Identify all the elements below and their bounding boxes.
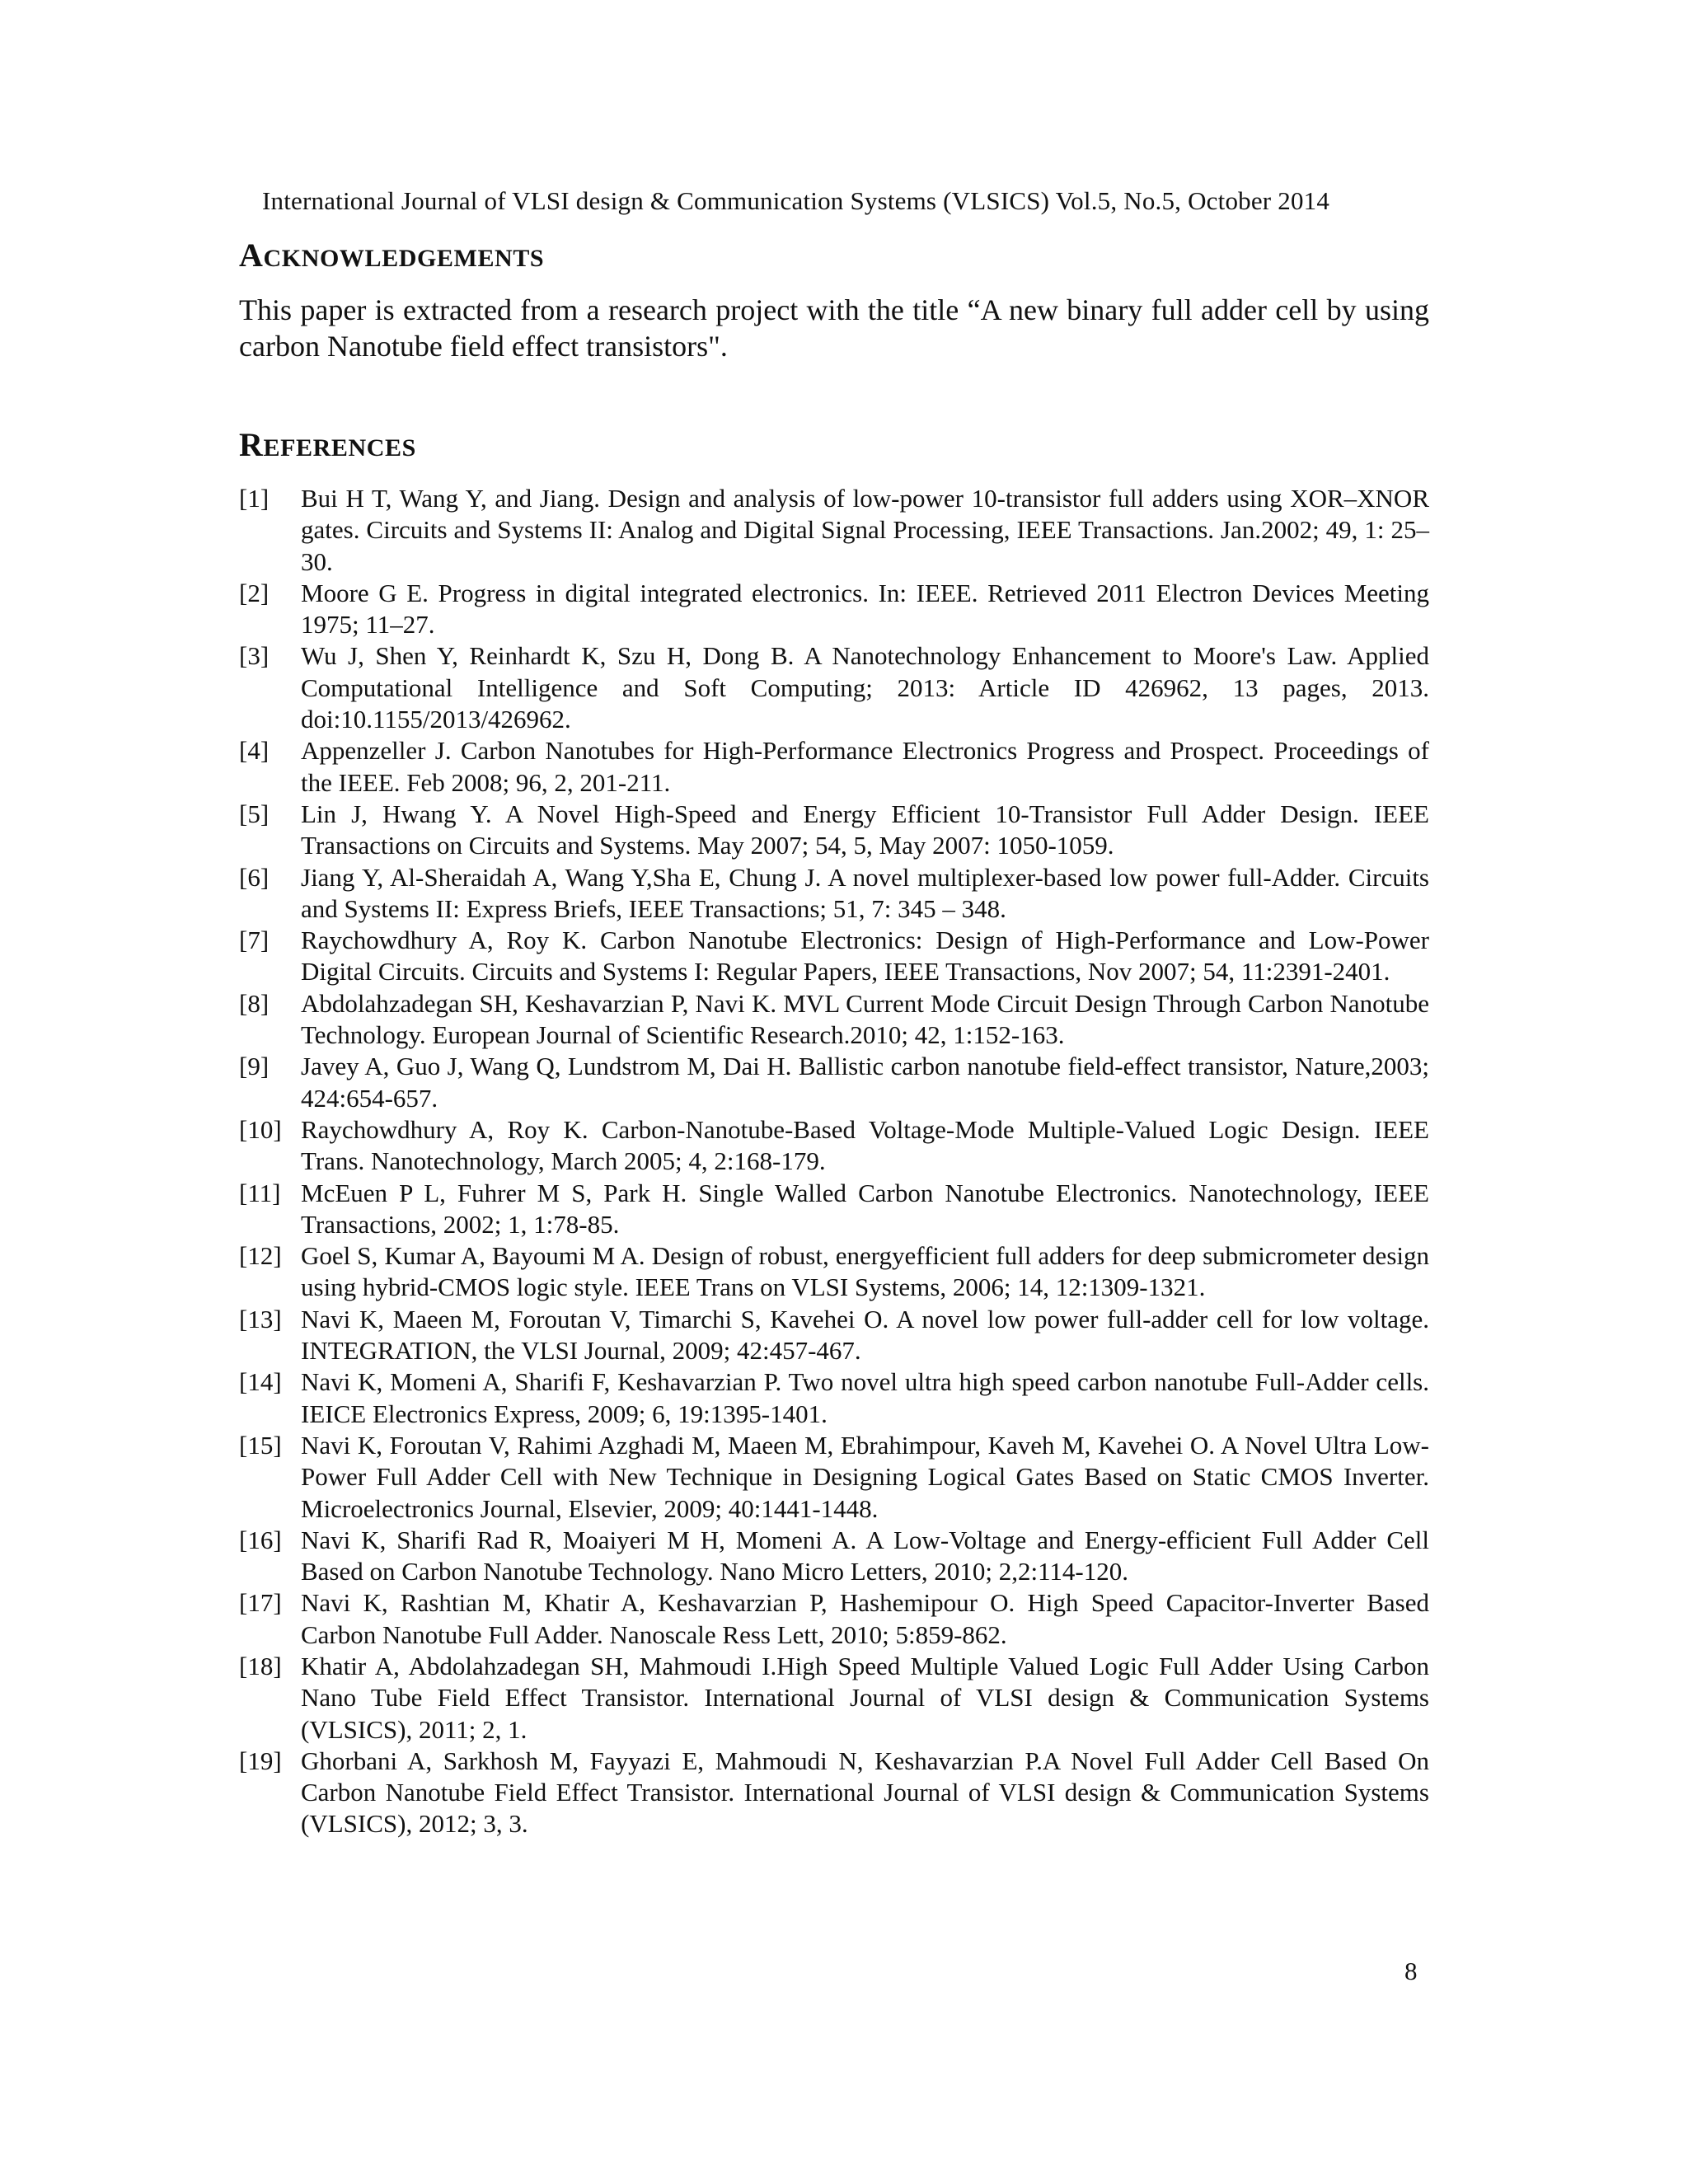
reference-item	[239, 1525, 1429, 1588]
reference-number: [19]	[239, 1746, 282, 1775]
reference-text: Javey A, Guo J, Wang Q, Lundstrom M, Dai H. Ballistic carbon nanotube field-effect transistor, Nature,2003; 424:654-657.	[301, 1052, 1429, 1113]
reference-text: Navi K, Maeen M, Foroutan V, Timarchi S, Kavehei O. A novel low power full-adder cell for low voltage. INTEGRATION, the VLSI Journal, 2009; 42:457-467.	[301, 1304, 1429, 1366]
running-header: International Journal of VLSI design & Communication Systems (VLSICS) Vol.5, No.5, October 2014	[262, 186, 1330, 215]
reference-text: Wu J, Shen Y, Reinhardt K, Szu H, Dong B. A Nanotechnology Enhancement to Moore's Law. Applied Computational Intelligence and Soft Computing; 2013: Article ID 426962, 13 pages, 2013. doi:10.1155/2013/426962.	[301, 641, 1429, 734]
reference-item	[239, 1304, 1429, 1367]
reference-text: Navi K, Sharifi Rad R, Moaiyeri M H, Momeni A. A Low-Voltage and Energy-efficient Full Adder Cell Based on Carbon Nanotube Technology. Nano Micro Letters, 2010; 2,2:114-120.	[301, 1525, 1429, 1586]
reference-text: Raychowdhury A, Roy K. Carbon-Nanotube-Based Voltage-Mode Multiple-Valued Logic Design. IEEE Trans. Nanotechnology, March 2005; 4, 2:168-179.	[301, 1114, 1429, 1176]
page-content	[239, 239, 1429, 1840]
reference-item	[239, 1114, 1429, 1178]
reference-text: Navi K, Rashtian M, Khatir A, Keshavarzian P, Hashemipour O. High Speed Capacitor-Inverter Based Carbon Nanotube Full Adder. Nanoscale Ress Lett, 2010; 5:859-862.	[301, 1588, 1429, 1649]
reference-number: [7]	[239, 926, 270, 955]
reference-text: Appenzeller J. Carbon Nanotubes for High-Performance Electronics Progress and Prospect. Proceedings of the IEEE. Feb 2008; 96, 2, 201-211.	[301, 736, 1429, 797]
reference-item	[239, 862, 1429, 926]
reference-item	[239, 640, 1429, 735]
reference-text: Bui H T, Wang Y, and Jiang. Design and analysis of low-power 10-transistor full adders using XOR–XNOR gates. Circuits and Systems II: Analog and Digital Signal Processing, IEEE Transactions. Jan.2002; 49, 1: 25–30.	[301, 484, 1429, 576]
acknowledgements-heading	[239, 239, 1429, 275]
reference-number: [6]	[239, 862, 270, 892]
reference-text: Navi K, Momeni A, Sharifi F, Keshavarzian P. Two novel ultra high speed carbon nanotube Full-Adder cells. IEICE Electronics Express, 2009; 6, 19:1395-1401.	[301, 1367, 1429, 1428]
reference-number: [2]	[239, 578, 270, 607]
reference-number: [14]	[239, 1367, 282, 1397]
references-list	[239, 483, 1429, 1840]
acknowledgements-heading-rest: CKNOWLEDGEMENTS	[263, 245, 545, 272]
reference-item	[239, 1240, 1429, 1304]
reference-number: [18]	[239, 1651, 282, 1680]
reference-number: [9]	[239, 1052, 270, 1081]
reference-item	[239, 1178, 1429, 1241]
reference-text: Goel S, Kumar A, Bayoumi M A. Design of robust, energyefficient full adders for deep submicrometer design using hybrid-CMOS logic style. IEEE Trans on VLSI Systems, 2006; 14, 12:1309-1321.	[301, 1241, 1429, 1302]
reference-number: [16]	[239, 1525, 282, 1554]
reference-item	[239, 1746, 1429, 1840]
reference-number: [13]	[239, 1304, 282, 1333]
reference-number: [1]	[239, 484, 270, 513]
reference-number: [8]	[239, 988, 270, 1018]
acknowledgements-text: This paper is extracted from a research project with the title “A new binary full adder cell by using carbon Nanotube field effect transistors".	[239, 293, 1429, 363]
reference-text: Raychowdhury A, Roy K. Carbon Nanotube Electronics: Design of High-Performance and Low-Power Digital Circuits. Circuits and Systems I: Regular Papers, IEEE Transactions, Nov 2007; 54, 11:2391-2401.	[301, 926, 1429, 987]
reference-item	[239, 925, 1429, 988]
reference-text: Khatir A, Abdolahzadegan SH, Mahmoudi I.High Speed Multiple Valued Logic Full Adder Using Carbon Nano Tube Field Effect Transistor. International Journal of VLSI design & Communication Systems (VLSICS), 2011; 2, 1.	[301, 1651, 1429, 1744]
reference-item	[239, 799, 1429, 862]
reference-item	[239, 1430, 1429, 1525]
reference-number: [5]	[239, 799, 270, 828]
reference-item	[239, 1651, 1429, 1746]
reference-number: [12]	[239, 1241, 282, 1271]
reference-number: [4]	[239, 736, 270, 766]
reference-number: [17]	[239, 1588, 282, 1618]
references-heading	[239, 426, 1429, 465]
reference-text: Navi K, Foroutan V, Rahimi Azghadi M, Maeen M, Ebrahimpour, Kaveh M, Kavehei O. A Novel Ultra Low-Power Full Adder Cell with New Technique in Designing Logical Gates Based on Static CMOS Inverter. Microelectronics Journal, Elsevier, 2009; 40:1441-1448.	[301, 1430, 1429, 1523]
reference-text: Jiang Y, Al-Sheraidah A, Wang Y,Sha E, Chung J. A novel multiplexer-based low power full-Adder. Circuits and Systems II: Express Briefs, IEEE Transactions; 51, 7: 345 – 348.	[301, 862, 1429, 923]
reference-text: McEuen P L, Fuhrer M S, Park H. Single Walled Carbon Nanotube Electronics. Nanotechnology, IEEE Transactions, 2002; 1, 1:78-85.	[301, 1178, 1429, 1239]
reference-text: Ghorbani A, Sarkhosh M, Fayyazi E, Mahmoudi N, Keshavarzian P.A Novel Full Adder Cell Based On Carbon Nanotube Field Effect Transistor. International Journal of VLSI design & Communication Systems (VLSICS), 2012; 3, 3.	[301, 1746, 1429, 1839]
reference-item	[239, 735, 1429, 799]
reference-number: [11]	[239, 1178, 281, 1207]
page-number: 8	[1404, 1957, 1418, 1985]
acknowledgements-heading-initial: A	[239, 237, 264, 274]
reference-number: [3]	[239, 641, 270, 671]
reference-item	[239, 988, 1429, 1052]
reference-item	[239, 578, 1429, 641]
references-heading-initial: R	[239, 426, 264, 463]
reference-text: Lin J, Hwang Y. A Novel High-Speed and Energy Efficient 10-Transistor Full Adder Design. IEEE Transactions on Circuits and Systems. May 2007; 54, 5, May 2007: 1050-1059.	[301, 799, 1429, 860]
reference-number: [15]	[239, 1430, 282, 1460]
references-heading-rest: EFERENCES	[263, 434, 416, 462]
reference-item	[239, 483, 1429, 578]
reference-item	[239, 1051, 1429, 1114]
reference-number: [10]	[239, 1114, 282, 1144]
reference-text: Abdolahzadegan SH, Keshavarzian P, Navi K. MVL Current Mode Circuit Design Through Carbon Nanotube Technology. European Journal of Scientific Research.2010; 42, 1:152-163.	[301, 988, 1429, 1050]
reference-text: Moore G E. Progress in digital integrated electronics. In: IEEE. Retrieved 2011 Electron Devices Meeting 1975; 11–27.	[301, 578, 1429, 640]
reference-item	[239, 1587, 1429, 1651]
reference-item	[239, 1366, 1429, 1430]
